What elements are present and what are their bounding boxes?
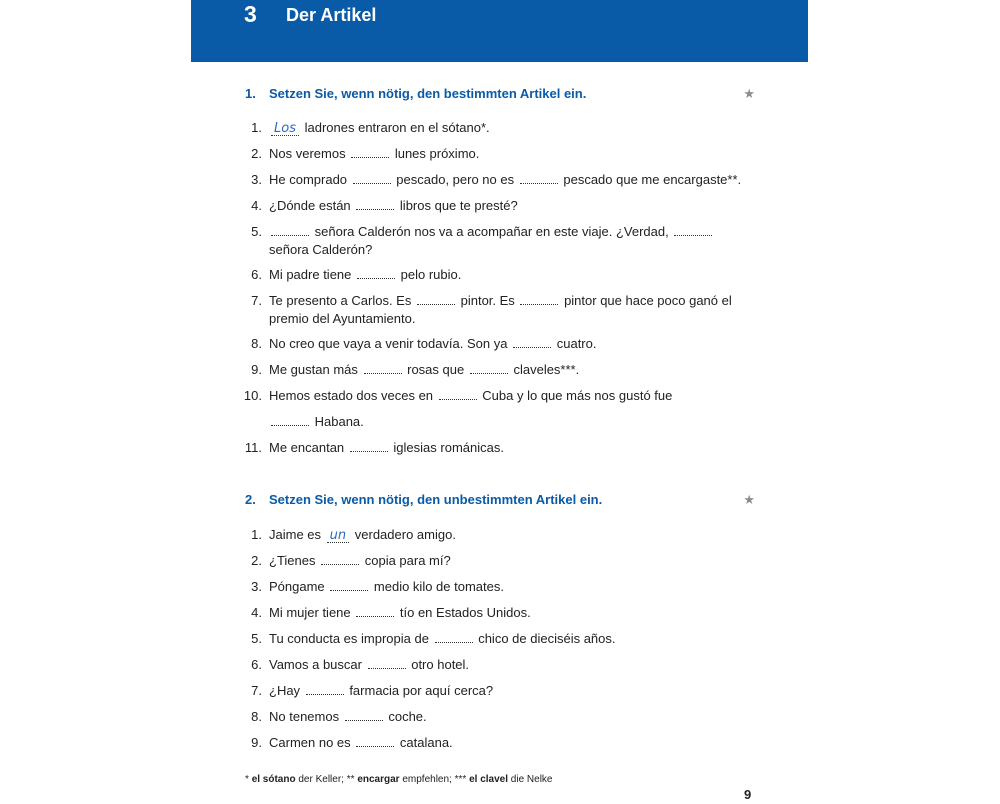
item-sentence: ¿Dónde están libros que te presté? xyxy=(269,198,518,213)
answer-blank[interactable] xyxy=(271,416,309,426)
item-number: 4. xyxy=(251,605,262,620)
answer-blank[interactable] xyxy=(439,390,477,400)
item-sentence: ¿Hay farmacia por aquí cerca? xyxy=(269,683,494,698)
answer-blank[interactable] xyxy=(306,685,344,695)
item-sentence: Tu conducta es impropia de chico de dieciséis años. xyxy=(269,631,616,646)
item-sentence: Me gustan más rosas que claveles***. xyxy=(269,362,580,377)
answer-blank[interactable] xyxy=(513,338,551,348)
item-number: 10. xyxy=(243,388,262,403)
answer-blank[interactable] xyxy=(435,633,473,643)
answer-blank[interactable] xyxy=(350,442,388,452)
item-sentence: Hemos estado dos veces en Cuba y lo que más nos gustó fue xyxy=(269,388,673,403)
answer-blank[interactable] xyxy=(321,555,359,565)
chapter-title: Der Artikel xyxy=(286,5,377,25)
answer-blank[interactable] xyxy=(356,200,394,210)
exercise-2-heading xyxy=(245,490,755,510)
footnote: * el sótano der Keller; ** encargar empfehlen; *** el clavel die Nelke xyxy=(245,774,553,785)
item-number: 8. xyxy=(251,336,262,351)
item-sentence: Me encantan iglesias románicas. xyxy=(269,440,504,455)
item-sentence: Póngame medio kilo de tomates. xyxy=(269,579,504,594)
answer-blank[interactable] xyxy=(520,174,558,184)
answer-blank[interactable] xyxy=(271,226,309,236)
item-sentence: Carmen no es catalana. xyxy=(269,735,453,750)
exercise-instruction: Setzen Sie, wenn nötig, den bestimmten Artikel ein. xyxy=(269,86,587,101)
item-sentence: Mi padre tiene pelo rubio. xyxy=(269,267,462,282)
page-number: 9 xyxy=(744,787,752,802)
answer-blank[interactable] xyxy=(368,659,406,669)
item-sentence: Habana. xyxy=(269,413,759,431)
item-number: 1. xyxy=(251,527,262,542)
exercise-number: 2. xyxy=(245,492,256,507)
item-number: 3. xyxy=(251,172,262,187)
item-sentence: ¿Tienes copia para mí? xyxy=(269,553,451,568)
answer-blank[interactable] xyxy=(351,148,389,158)
item-number: 8. xyxy=(251,709,262,724)
item-sentence: señora Calderón nos va a acompañar en este viaje. ¿Verdad, señora Calderón? xyxy=(269,223,759,259)
item-number: 6. xyxy=(251,267,262,282)
chapter-header-band xyxy=(191,0,808,62)
item-number: 3. xyxy=(251,579,262,594)
item-sentence: He comprado pescado, pero no es pescado que me encargaste**. xyxy=(269,172,742,187)
answer-blank[interactable] xyxy=(520,295,558,305)
item-number: 2. xyxy=(251,146,262,161)
item-number: 5. xyxy=(251,631,262,646)
item-sentence: Te presento a Carlos. Es pintor. Es pintor que hace poco ganó el premio del Ayuntamiento. xyxy=(269,293,732,326)
item-number: 6. xyxy=(251,657,262,672)
item-number: 7. xyxy=(251,293,262,308)
handwritten-answer[interactable]: Los xyxy=(271,123,299,136)
item-number: 9. xyxy=(251,362,262,377)
exercise-1-heading xyxy=(245,84,755,104)
item-number: 5. xyxy=(251,224,262,239)
answer-blank[interactable] xyxy=(417,295,455,305)
item-number: 11. xyxy=(244,440,262,455)
item-sentence: Los ladrones entraron en el sótano*. xyxy=(269,119,759,137)
item-number: 1. xyxy=(251,120,262,135)
answer-blank[interactable] xyxy=(364,364,402,374)
answer-blank[interactable] xyxy=(356,737,394,747)
item-sentence: Vamos a buscar otro hotel. xyxy=(269,657,470,672)
item-sentence: Mi mujer tiene tío en Estados Unidos. xyxy=(269,605,531,620)
item-number: 7. xyxy=(251,683,262,698)
answer-blank[interactable] xyxy=(353,174,391,184)
item-sentence: Nos veremos lunes próximo. xyxy=(269,146,480,161)
item-sentence: No tenemos coche. xyxy=(269,709,427,724)
difficulty-star-icon: ★ xyxy=(743,492,755,507)
chapter-number: 3 xyxy=(244,1,257,27)
item-number: 9. xyxy=(251,735,262,750)
item-sentence: No creo que vaya a venir todavía. Son ya cuatro. xyxy=(269,336,597,351)
answer-blank[interactable] xyxy=(330,581,368,591)
exercise-instruction: Setzen Sie, wenn nötig, den unbestimmten Artikel ein. xyxy=(269,492,603,507)
exercise-number: 1. xyxy=(245,86,256,101)
item-number: 4. xyxy=(251,198,262,213)
item-number: 2. xyxy=(251,553,262,568)
item-sentence: Jaime es un verdadero amigo. xyxy=(269,527,456,543)
answer-blank[interactable] xyxy=(357,269,395,279)
answer-blank[interactable] xyxy=(470,364,508,374)
answer-blank[interactable] xyxy=(674,226,712,236)
handwritten-answer[interactable]: un xyxy=(327,530,349,543)
answer-blank[interactable] xyxy=(356,607,394,617)
answer-blank[interactable] xyxy=(345,711,383,721)
difficulty-star-icon: ★ xyxy=(743,86,755,101)
